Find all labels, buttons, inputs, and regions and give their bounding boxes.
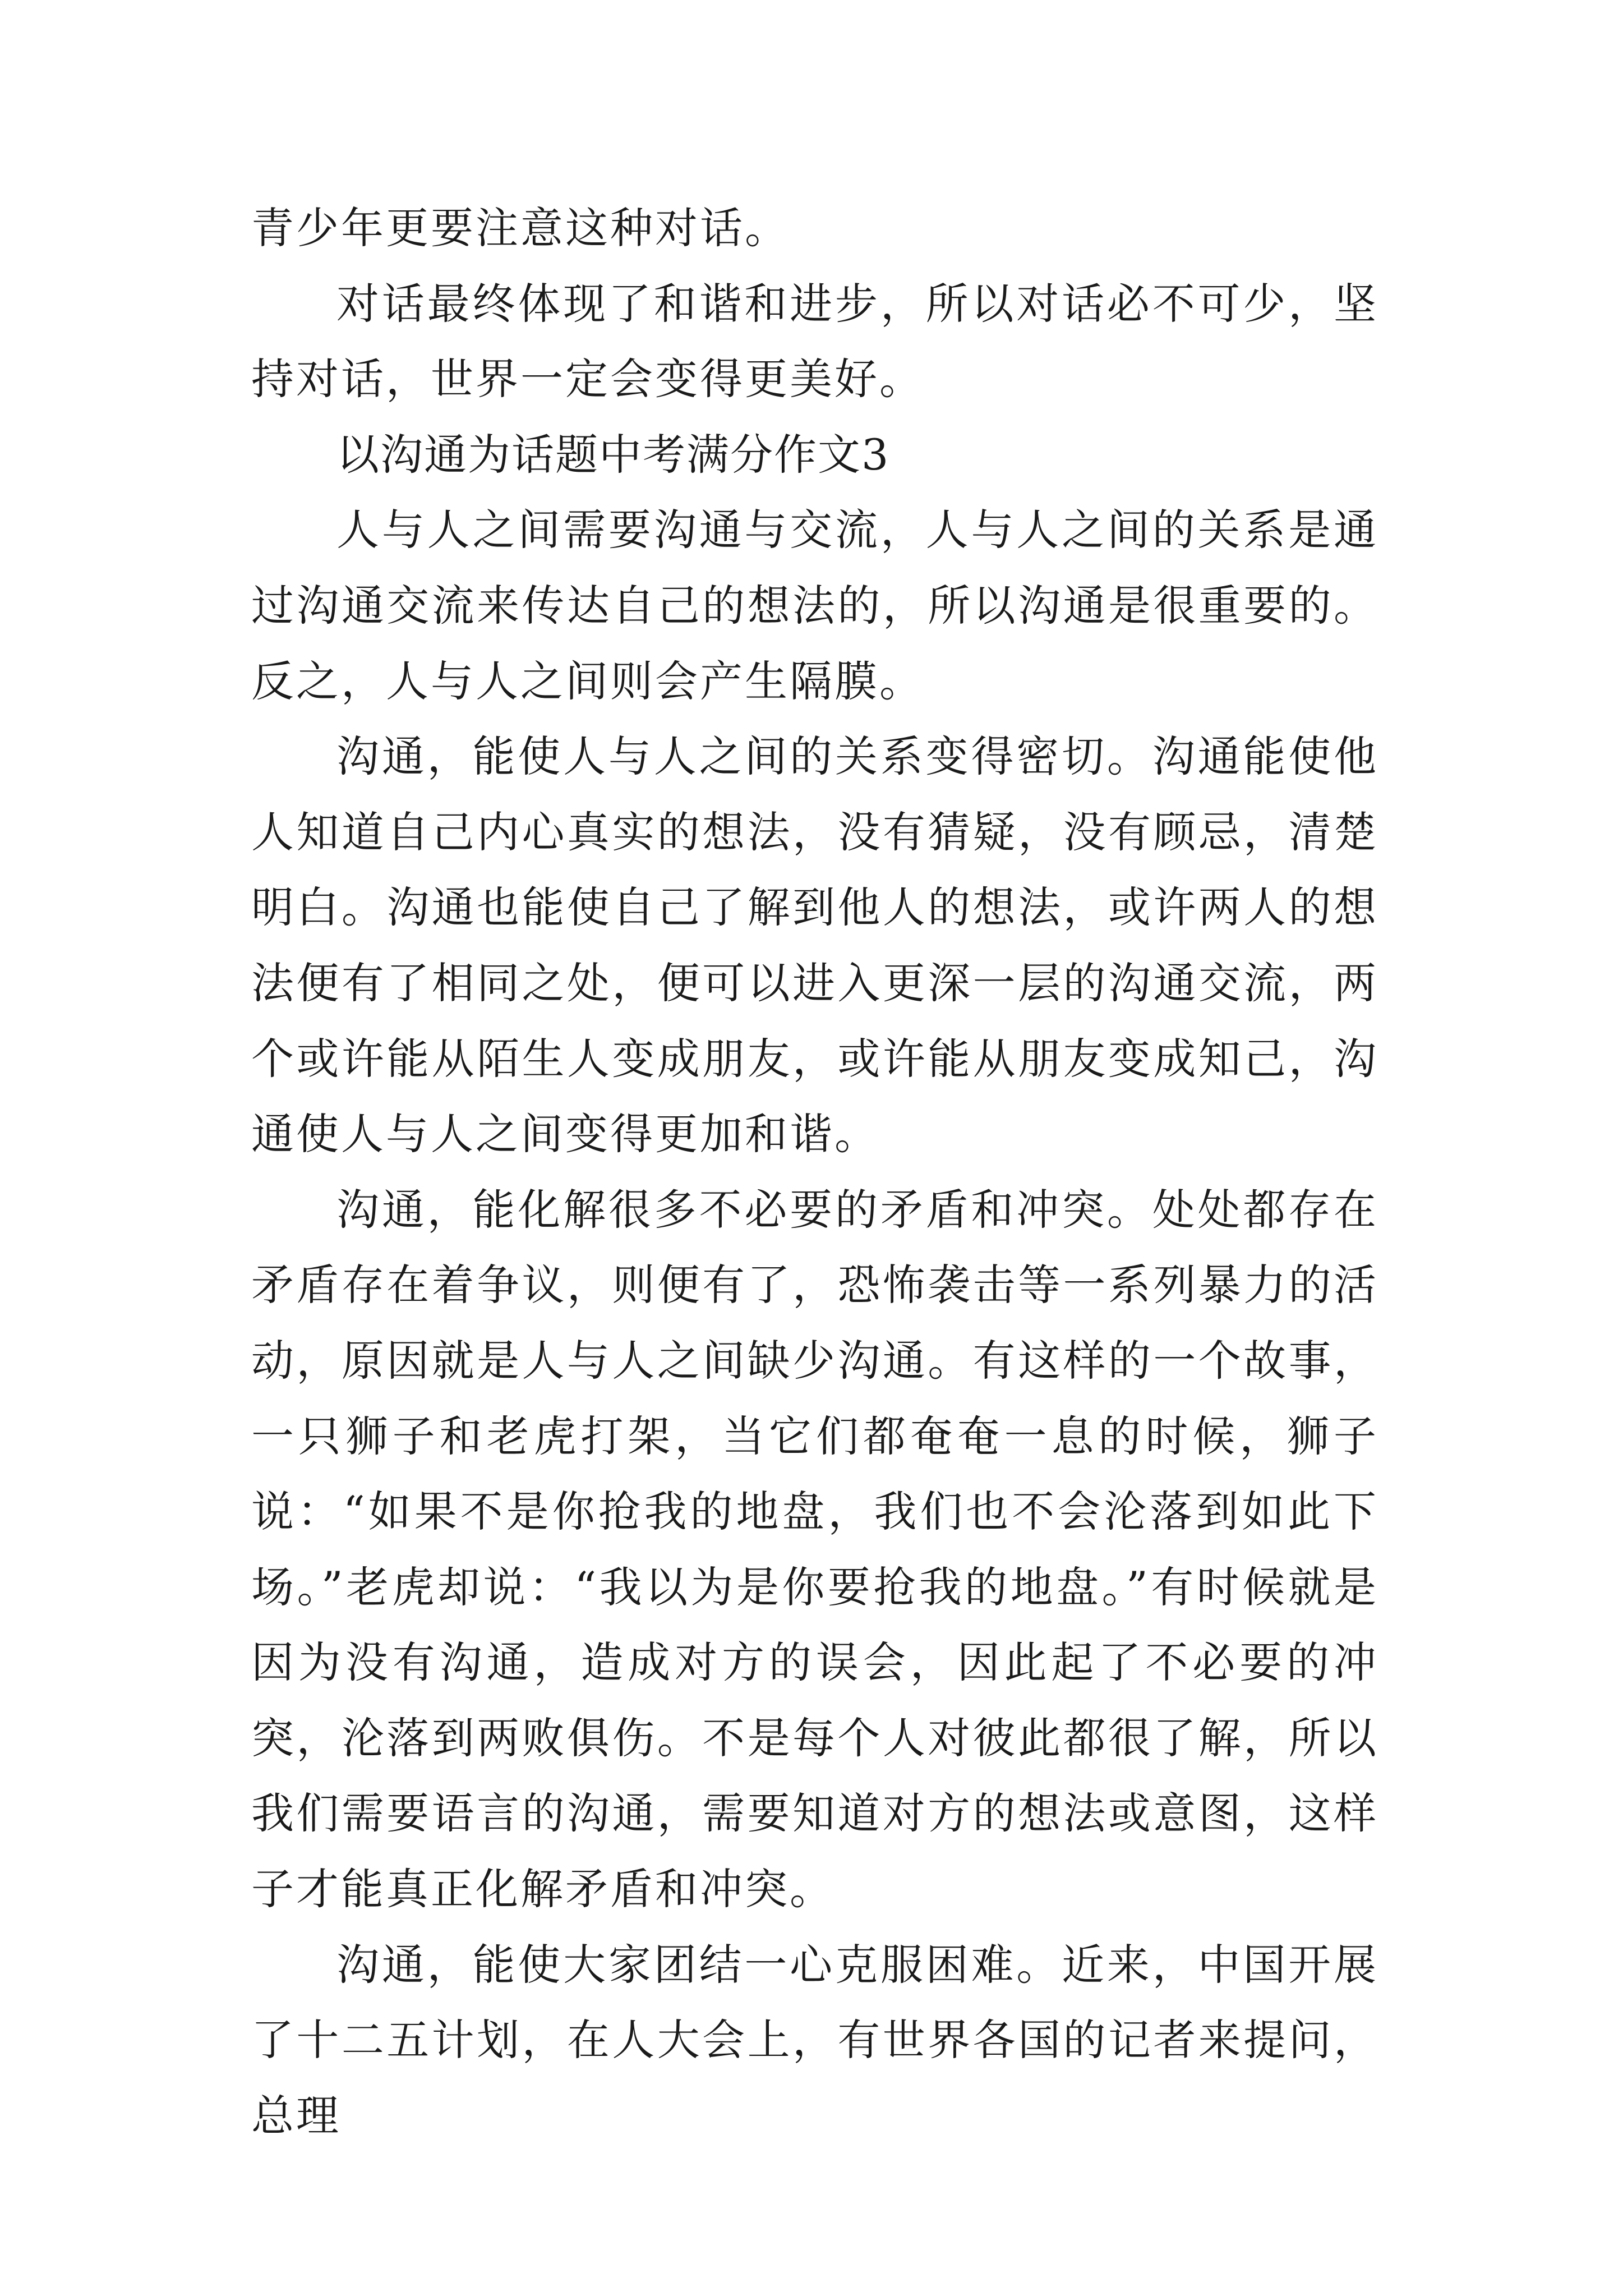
- essay-title: 以沟通为话题中考满分作文3: [336, 429, 890, 480]
- paragraph-3: 人与人之间需要沟通与交流，人与人之间的关系是通过沟通交流来传达自己的想法的，所以沟通是很重要的。反之，人与人之间则会产生隔膜。: [251, 505, 1378, 706]
- document-body: [251, 191, 1378, 2154]
- paragraph-5: 沟通，能化解很多不必要的矛盾和冲突。处处都存在矛盾存在着争议，则便有了，恐怖袭击等一系列暴力的活动，原因就是人与人之间缺少沟通。有这样的一个故事，一只狮子和老虎打架，当它们都奄奄一息的时候，狮子说：“如果不是你抢我的地盘，我们也不会沦落到如此下场。”老虎却说：“我以为是你要抢我的地盘。”有时候就是因为没有沟通，造成对方的误会，因此起了不必要的冲突，沦落到两败俱伤。不是每个人对彼此都很了解，所以我们需要语言的沟通，需要知道对方的想法或意图，这样子才能真正化解矛盾和冲突。: [251, 1184, 1378, 1915]
- paragraph-4: 沟通，能使人与人之间的关系变得密切。沟通能使他人知道自己内心真实的想法，没有猜疑，没有顾忌，清楚明白。沟通也能使自己了解到他人的想法，或许两人的想法便有了相同之处，便可以进入更深一层的沟通交流，两个或许能从陌生人变成朋友，或许能从朋友变成知己，沟通使人与人之间变得更加和谐。: [251, 731, 1378, 1159]
- paragraph-6: 沟通，能使大家团结一心克服困难。近来，中国开展了十二五计划，在人大会上，有世界各国的记者来提问，总理: [251, 1939, 1378, 2141]
- paragraph-2: 对话最终体现了和谐和进步，所以对话必不可少，坚持对话，世界一定会变得更美好。: [251, 278, 1378, 404]
- paragraph-1: 青少年更要注意这种对话。: [251, 203, 790, 253]
